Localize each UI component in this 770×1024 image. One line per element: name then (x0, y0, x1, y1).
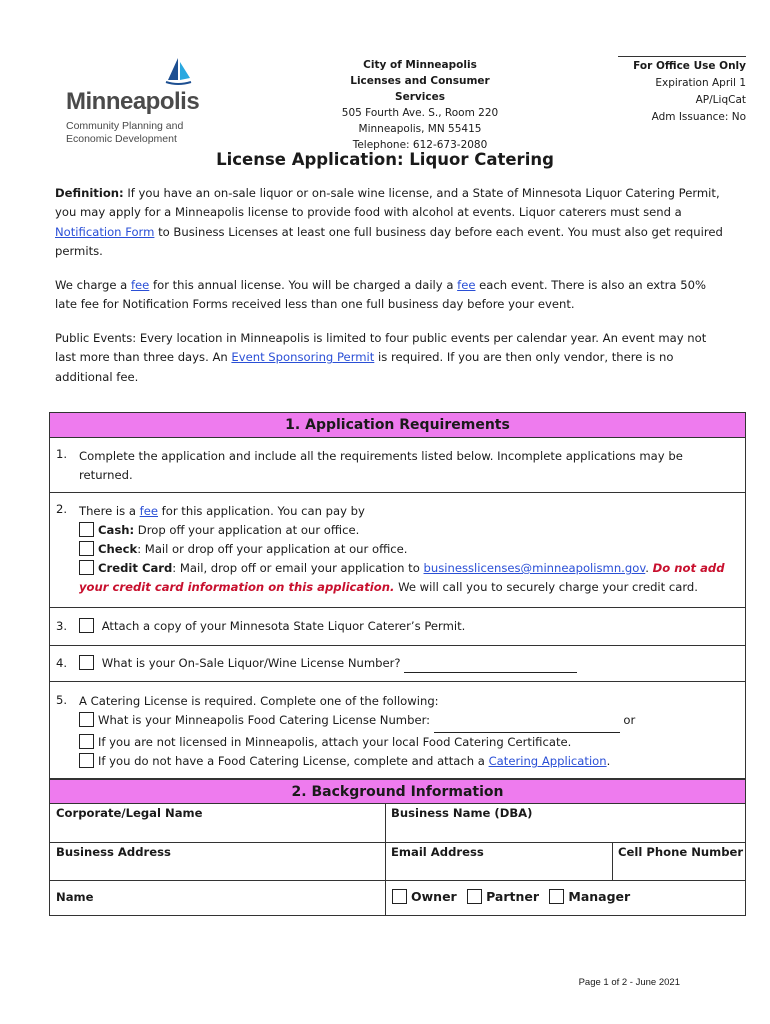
application-fee-link[interactable]: fee (139, 504, 158, 518)
check-checkbox[interactable] (79, 541, 94, 556)
corporate-legal-name-label: Corporate/Legal Name (56, 806, 203, 820)
daily-fee-link[interactable]: fee (457, 278, 476, 292)
requirement-item-4: 4. What is your On-Sale Liquor/Wine License Number? (50, 646, 745, 682)
address-city: Minneapolis, MN 55415 (358, 123, 482, 135)
business-address-label: Business Address (56, 845, 171, 859)
office-code: AP/LiqCat (695, 94, 746, 106)
address-dept: Licenses and Consumer Services (350, 75, 490, 103)
catering-application-link[interactable]: Catering Application (488, 754, 607, 768)
business-name-label: Business Name (DBA) (391, 806, 533, 820)
name-label: Name (56, 890, 94, 904)
notification-form-link[interactable]: Notification Form (55, 224, 155, 239)
address-org: City of Minneapolis (363, 59, 477, 71)
address-street: 505 Fourth Ave. S., Room 220 (341, 107, 499, 119)
office-use-header: For Office Use Only (618, 56, 746, 75)
onsale-license-checkbox[interactable] (79, 655, 94, 670)
definition-paragraph: Definition: If you have an on-sale liquor or on-sale wine license, and a State of Minnesota Liquor Catering Permit, you may apply for a Minneapolis license to provide food with alcohol at events. Liquor caterers must send a Notification Form to Business Licenses at least one full business day before each event. You must also get required permits. (55, 186, 723, 258)
catering-license-checkbox[interactable] (79, 712, 94, 727)
office-use-box (618, 56, 746, 126)
logo-wordmark: Minneapolis (66, 88, 200, 115)
office-expiration: Expiration April 1 (655, 77, 746, 89)
local-certificate-checkbox[interactable] (79, 734, 94, 749)
requirement-item-1: 1. Complete the application and include all the requirements listed below. Incomplete applications may be returned. (50, 438, 745, 493)
cell-phone-label: Cell Phone Number (618, 845, 744, 859)
credit-card-warning: Do not add your credit card information on this application. (79, 561, 725, 594)
address-phone: Telephone: 612-673-2080 (352, 139, 488, 151)
cash-checkbox[interactable] (79, 522, 94, 537)
fee-link[interactable]: fee (130, 278, 150, 292)
manager-checkbox[interactable] (549, 889, 564, 904)
logo-subtitle-2: Economic Development (66, 133, 177, 145)
catering-license-number-field[interactable] (434, 713, 620, 733)
role-options: Owner Partner Manager (392, 889, 630, 904)
requirement-item-5: 5. A Catering License is required. Complete one of the following: What is your Minneapolis Food Catering License Number: or If you are not licensed in Minneapolis, attach your local Food Catering Certificate. If you do not have a Food Catering License, complete and attach a Catering Application. (56, 693, 636, 768)
email-address-label: Email Address (391, 845, 484, 859)
office-address (330, 57, 510, 153)
business-licenses-email-link[interactable]: businesslicenses@minneapolismn.gov (423, 561, 646, 575)
partner-checkbox[interactable] (467, 889, 482, 904)
section2-header: 2. Background Information (50, 780, 745, 804)
sailboat-icon (164, 56, 192, 86)
requirement-item-2: 2. There is a fee for this application. You can pay by Cash: Drop off your application at our office. Check: Mail or drop off your application at our office. Credit Card: Mail, drop off or email your application to businesslicenses@minneapolismn.gov. Do not add your credit card information on this application. We will call you to securely charge your credit card. (50, 493, 745, 608)
fee-paragraph: We charge a fee for this annual license. You will be charged a daily a fee each event. There is also an extra 50% late fee for Notification Forms received less than one full business day before your event. (55, 278, 706, 312)
credit-card-checkbox[interactable] (79, 560, 94, 575)
page-footer: Page 1 of 2 - June 2021 (578, 977, 680, 988)
owner-checkbox[interactable] (392, 889, 407, 904)
state-permit-checkbox[interactable] (79, 618, 94, 633)
requirement-item-3: 3. Attach a copy of your Minnesota State Liquor Caterer’s Permit. (50, 608, 745, 646)
onsale-license-number-field[interactable] (404, 658, 577, 673)
definition-label: Definition: (55, 186, 124, 200)
catering-application-checkbox[interactable] (79, 753, 94, 768)
section1-header: 1. Application Requirements (50, 413, 745, 438)
event-sponsoring-permit-link[interactable]: Event Sponsoring Permit (231, 350, 375, 365)
page-title: License Application: Liquor Catering (216, 150, 554, 169)
office-issuance: Adm Issuance: No (651, 111, 746, 123)
logo-subtitle-1: Community Planning and (66, 120, 184, 132)
public-events-paragraph: Public Events: Every location in Minneapolis is limited to four public events per calendar year. An event may not last more than three days. An Event Sponsoring Permit is required. If you are then only vendor, there is no additional fee. (55, 331, 707, 384)
minneapolis-logo (66, 58, 206, 148)
